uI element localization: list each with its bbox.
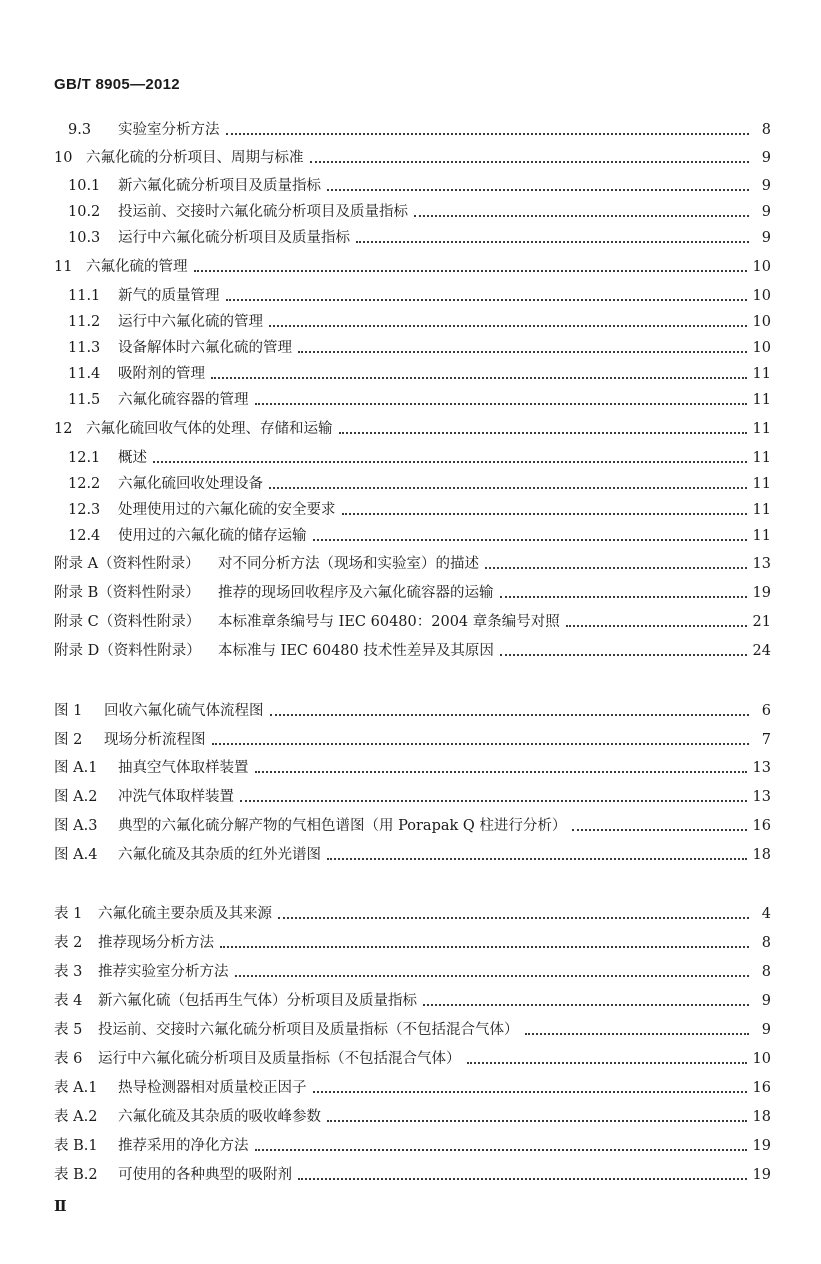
toc-leader-dots (240, 800, 747, 802)
toc-entry-number: 图 2 (54, 732, 83, 748)
toc-entry-title: 六氟化硫的管理 (86, 259, 188, 275)
toc-entry-title: 可使用的各种典型的吸附剂 (118, 1167, 292, 1183)
toc-leader-dots (235, 975, 750, 977)
toc-leader-dots (278, 917, 749, 919)
toc-entry-number: 表 1 (54, 906, 83, 922)
toc-leader-dots (500, 654, 747, 656)
toc-entry[interactable] (54, 844, 771, 866)
page-number-footer: Ⅱ (54, 1197, 68, 1215)
toc-entry-page: 10 (752, 288, 771, 304)
toc-entry[interactable] (54, 611, 771, 633)
toc-entry-number: 11.2 (68, 314, 101, 330)
toc-leader-dots (327, 858, 747, 860)
toc-entry[interactable] (68, 201, 771, 223)
toc-entry[interactable] (54, 256, 771, 278)
toc-entry-page: 11 (752, 421, 771, 437)
toc-entry-number: 12.4 (68, 528, 101, 544)
toc-entry-title: 运行中六氟化硫分析项目及质量指标 (118, 230, 350, 246)
toc-entry-page: 13 (752, 760, 771, 776)
toc-entry-label (68, 311, 263, 333)
toc-entry-label (54, 1135, 249, 1157)
toc-entry-number: 表 6 (54, 1051, 83, 1067)
toc-leader-dots (211, 377, 747, 379)
toc-entry-title: 回收六氟化硫气体流程图 (104, 703, 264, 719)
toc-entry-title: 六氟化硫主要杂质及其来源 (98, 906, 272, 922)
toc-entry-page: 9 (761, 993, 771, 1009)
toc-entry-page: 11 (752, 528, 771, 544)
toc-entry-title: 概述 (118, 450, 147, 466)
toc-entry-label (54, 1019, 519, 1041)
toc-entry-label (54, 729, 206, 751)
toc-leader-dots (313, 1091, 747, 1093)
toc-entry-number: 表 5 (54, 1022, 83, 1038)
toc-entry-title: 现场分析流程图 (104, 732, 206, 748)
toc-entry-number: 表 2 (54, 935, 83, 951)
toc-entry-title: 本标准与 IEC 60480 技术性差异及其原因 (218, 643, 494, 659)
toc-entry-label (54, 553, 479, 575)
toc-entry-title: 抽真空气体取样装置 (118, 760, 249, 776)
toc-entry-label (54, 990, 417, 1012)
toc-leader-dots (356, 241, 749, 243)
toc-entry-page: 13 (752, 789, 771, 805)
toc-entry-label (54, 1164, 292, 1186)
toc-entry-number: 表 3 (54, 964, 83, 980)
toc-entry[interactable] (54, 1135, 771, 1157)
toc-entry-label (68, 389, 249, 411)
toc-entry-number: 11.3 (68, 340, 101, 356)
toc-entry-title: 热导检测器相对质量校正因子 (118, 1080, 307, 1096)
toc-entry-page: 7 (761, 732, 771, 748)
toc-entry-title: 新气的质量管理 (118, 288, 220, 304)
toc-entry[interactable] (54, 553, 771, 575)
toc-entry-page: 19 (752, 585, 771, 601)
toc-entry-number: 12.3 (68, 502, 101, 518)
toc-entry[interactable] (68, 363, 771, 385)
toc-entry-number: 图 A.4 (54, 847, 98, 863)
toc-entry-page: 8 (761, 935, 771, 951)
toc-entry-title: 运行中六氟化硫的管理 (118, 314, 263, 330)
toc-entry-label (68, 227, 350, 249)
toc-entry-number: 10 (54, 150, 73, 166)
toc-entry[interactable] (54, 582, 771, 604)
toc-entry[interactable] (68, 525, 771, 547)
toc-entry-number: 11.5 (68, 392, 101, 408)
toc-entry-title: 处理使用过的六氟化硫的安全要求 (118, 502, 336, 518)
toc-entry-page: 21 (752, 614, 771, 630)
toc-entry-title: 设备解体时六氟化硫的管理 (118, 340, 292, 356)
toc-leader-dots (423, 1004, 749, 1006)
toc-leader-dots (414, 215, 749, 217)
toc-entry-label (68, 337, 292, 359)
toc-leader-dots (226, 133, 750, 135)
toc-entry-title: 新六氟化硫分析项目及质量指标 (118, 178, 321, 194)
toc-entry-label (54, 786, 234, 808)
toc-entry-page: 10 (752, 259, 771, 275)
toc-entry-label (68, 363, 205, 385)
toc-entry-page: 18 (752, 1109, 771, 1125)
toc-entry[interactable] (54, 147, 771, 169)
toc-entry-label (68, 175, 321, 197)
toc-entry-number: 10.3 (68, 230, 101, 246)
toc-entry-number: 表 A.2 (54, 1109, 98, 1125)
toc-entry-label (54, 700, 264, 722)
toc-entry[interactable] (54, 815, 771, 837)
toc-leader-dots (226, 299, 747, 301)
toc-leader-dots (255, 403, 747, 405)
toc-entry-number: 10.1 (68, 178, 101, 194)
toc-entry-title: 六氟化硫的分析项目、周期与标准 (86, 150, 304, 166)
toc-entry[interactable] (68, 119, 771, 141)
toc-entry-page: 8 (761, 122, 771, 138)
toc-entry[interactable] (54, 961, 771, 983)
toc-entry[interactable] (54, 1106, 771, 1128)
toc-leader-dots (485, 567, 747, 569)
toc-entry-number: 附录 A（资料性附录） (54, 556, 200, 572)
toc-entry-number: 12.1 (68, 450, 101, 466)
toc-entry-number: 11 (54, 259, 73, 275)
toc-entry-page: 9 (761, 230, 771, 246)
toc-leader-dots (500, 596, 747, 598)
toc-entry-page: 10 (752, 1051, 771, 1067)
toc-entry[interactable] (54, 932, 771, 954)
toc-entry-number: 11.4 (68, 366, 101, 382)
toc-entry-page: 9 (761, 204, 771, 220)
toc-entry[interactable] (54, 1077, 771, 1099)
toc-leader-dots (566, 625, 747, 627)
toc-entry[interactable] (54, 903, 771, 925)
toc-entry-label (54, 1048, 461, 1070)
toc-entry-label (54, 582, 494, 604)
toc-entry[interactable] (54, 640, 771, 662)
toc-entry-title: 六氟化硫回收处理设备 (118, 476, 263, 492)
toc-leader-dots (269, 325, 747, 327)
toc-entry-title: 典型的六氟化硫分解产物的气相色谱图（用 Porapak Q 柱进行分析） (118, 818, 567, 834)
toc-entry[interactable] (54, 786, 771, 808)
toc-entry-number: 图 1 (54, 703, 83, 719)
toc-entry[interactable] (54, 418, 771, 440)
toc-entry-title: 运行中六氟化硫分析项目及质量指标（不包括混合气体） (98, 1051, 461, 1067)
toc-entry-page: 9 (761, 1022, 771, 1038)
toc-entry-page: 10 (752, 340, 771, 356)
toc-entry-page: 10 (752, 314, 771, 330)
toc-leader-dots (313, 539, 747, 541)
toc-entry[interactable] (68, 311, 771, 333)
toc-entry-number: 附录 B（资料性附录） (54, 585, 200, 601)
toc-leader-dots (310, 161, 750, 163)
toc-leader-dots (270, 714, 750, 716)
toc-entry-title: 六氟化硫及其杂质的吸收峰参数 (118, 1109, 321, 1125)
toc-entry-number: 10.2 (68, 204, 101, 220)
toc-entry-number: 图 A.2 (54, 789, 98, 805)
toc-entry-label (68, 201, 408, 223)
toc-entry-page: 11 (752, 392, 771, 408)
toc-entry-title: 投运前、交接时六氟化硫分析项目及质量指标（不包括混合气体） (98, 1022, 519, 1038)
toc-entry-page: 18 (752, 847, 771, 863)
toc-leader-dots (298, 1178, 747, 1180)
toc-leader-dots (298, 351, 747, 353)
toc-entry-title: 冲洗气体取样装置 (118, 789, 234, 805)
toc-entry-number: 附录 D（资料性附录） (54, 643, 201, 659)
toc-entry-title: 本标准章条编号与 IEC 60480：2004 章条编号对照 (218, 614, 560, 630)
toc-entry-number: 图 A.3 (54, 818, 98, 834)
toc-entry[interactable] (54, 757, 771, 779)
toc-entry[interactable] (54, 990, 771, 1012)
toc-entry-page: 11 (752, 476, 771, 492)
toc-entry[interactable] (68, 447, 771, 469)
toc-entry-page: 11 (752, 366, 771, 382)
toc-entry-page: 19 (752, 1167, 771, 1183)
toc-entry-title: 使用过的六氟化硫的储存运输 (118, 528, 307, 544)
toc-entry-label (54, 640, 494, 662)
toc-leader-dots (255, 1149, 747, 1151)
toc-entry-page: 16 (752, 818, 771, 834)
toc-entry[interactable] (54, 1019, 771, 1041)
toc-entry-title: 实验室分析方法 (118, 122, 220, 138)
toc-entry-number: 11.1 (68, 288, 101, 304)
toc-entry-page: 19 (752, 1138, 771, 1154)
toc-leader-dots (525, 1033, 750, 1035)
toc-entry-page: 24 (752, 643, 771, 659)
toc-leader-dots (327, 189, 749, 191)
toc-entry[interactable] (68, 285, 771, 307)
toc-entry-title: 吸附剂的管理 (118, 366, 205, 382)
toc-entry-label (68, 285, 220, 307)
toc-entry-page: 6 (761, 703, 771, 719)
toc-entry[interactable] (54, 729, 771, 751)
toc-entry-number: 表 4 (54, 993, 83, 1009)
toc-entry-label (54, 611, 560, 633)
toc-entry-title: 六氟化硫回收气体的处理、存储和运输 (86, 421, 333, 437)
toc-entry-label (54, 418, 333, 440)
toc-entry-page: 11 (752, 502, 771, 518)
toc-entry[interactable] (68, 337, 771, 359)
toc-entry[interactable] (68, 227, 771, 249)
toc-leader-dots (269, 487, 747, 489)
toc-entry-number: 12 (54, 421, 73, 437)
toc-leader-dots (220, 946, 749, 948)
toc-entry[interactable] (68, 473, 771, 495)
toc-entry-title: 投运前、交接时六氟化硫分析项目及质量指标 (118, 204, 408, 220)
toc-leader-dots (212, 743, 750, 745)
toc-leader-dots (572, 829, 746, 831)
toc-entry-number: 图 A.1 (54, 760, 98, 776)
toc-leader-dots (342, 513, 747, 515)
standard-code-header: GB/T 8905—2012 (54, 76, 180, 93)
toc-entry-title: 六氟化硫及其杂质的红外光谱图 (118, 847, 321, 863)
toc-entry-page: 8 (761, 964, 771, 980)
toc-entry-number: 12.2 (68, 476, 101, 492)
toc-entry-title: 六氟化硫容器的管理 (118, 392, 249, 408)
toc-entry-label (68, 499, 336, 521)
toc-entry-label (54, 903, 272, 925)
toc-entry-label (68, 473, 263, 495)
toc-entry-number: 表 B.2 (54, 1167, 98, 1183)
toc-entry-number: 表 B.1 (54, 1138, 98, 1154)
toc-entry[interactable] (54, 1048, 771, 1070)
toc-entry-number: 9.3 (68, 122, 92, 138)
toc-leader-dots (467, 1062, 747, 1064)
toc-entry-label (54, 1106, 321, 1128)
toc-entry-title: 推荐采用的净化方法 (118, 1138, 249, 1154)
toc-entry-number: 附录 C（资料性附录） (54, 614, 201, 630)
toc-entry-label (68, 525, 307, 547)
toc-leader-dots (153, 461, 747, 463)
toc-entry-title: 新六氟化硫（包括再生气体）分析项目及质量指标 (98, 993, 417, 1009)
toc-entry-label (54, 147, 304, 169)
toc-entry-label (68, 447, 147, 469)
toc-entry-title: 推荐现场分析方法 (98, 935, 214, 951)
toc-entry-title: 推荐的现场回收程序及六氟化硫容器的运输 (218, 585, 494, 601)
toc-entry-label (68, 119, 220, 141)
toc-entry-page: 9 (761, 150, 771, 166)
toc-leader-dots (327, 1120, 747, 1122)
toc-entry[interactable] (68, 389, 771, 411)
toc-entry-title: 对不同分析方法（现场和实验室）的描述 (218, 556, 479, 572)
toc-leader-dots (255, 771, 747, 773)
toc-entry-label (54, 815, 566, 837)
toc-entry-label (54, 256, 188, 278)
toc-entry-page: 16 (752, 1080, 771, 1096)
toc-entry[interactable] (68, 175, 771, 197)
toc-entry-number: 表 A.1 (54, 1080, 98, 1096)
toc-leader-dots (339, 432, 747, 434)
toc-entry-page: 4 (761, 906, 771, 922)
toc-entry[interactable] (54, 1164, 771, 1186)
toc-entry-label (54, 961, 229, 983)
toc-entry[interactable] (68, 499, 771, 521)
toc-entry-page: 13 (752, 556, 771, 572)
toc-leader-dots (194, 270, 747, 272)
toc-entry-label (54, 1077, 307, 1099)
toc-entry-title: 推荐实验室分析方法 (98, 964, 229, 980)
toc-entry-label (54, 932, 214, 954)
toc-entry-label (54, 844, 321, 866)
toc-entry-label (54, 757, 249, 779)
toc-entry-page: 11 (752, 450, 771, 466)
toc-entry[interactable] (54, 700, 771, 722)
toc-entry-page: 9 (761, 178, 771, 194)
